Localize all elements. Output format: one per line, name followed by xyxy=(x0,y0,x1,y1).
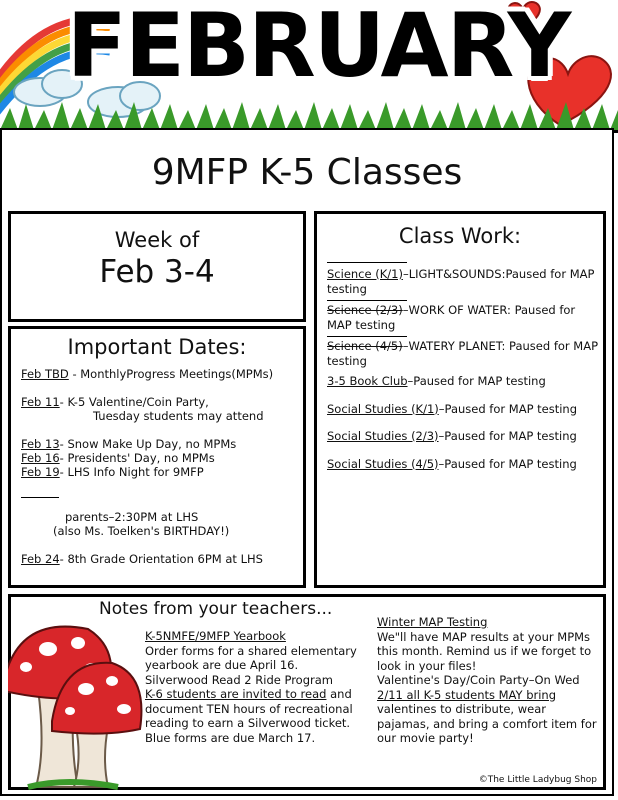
notes-box xyxy=(8,594,606,790)
classwork-list xyxy=(327,262,599,471)
date-item: Feb 16- Presidents' Day, no MPMs xyxy=(21,451,215,465)
week-dates: Feb 3-4 xyxy=(99,254,215,290)
date-item: (also Ms. Toelken's BIRTHDAY!) xyxy=(53,524,230,538)
note-title: K-5NMFE/9MFP Yearbook xyxy=(145,629,286,643)
important-list xyxy=(21,367,301,566)
date-item: Feb 13- Snow Make Up Day, no MPMs xyxy=(21,437,237,451)
important-dates-box xyxy=(8,326,306,588)
classwork-item: Social Studies (4/5)–Paused for MAP testing xyxy=(327,456,577,471)
note-text: K-6 students are invited to read and document TEN hours of recreational reading to earn a Silverwood ticket. Blue forms are due March 17. xyxy=(145,687,353,745)
divider xyxy=(327,300,407,301)
date-item-cont: Tuesday students may attend xyxy=(93,409,264,423)
class-work-box xyxy=(314,211,606,588)
banner xyxy=(0,140,614,206)
note-text: valentines to distribute, wear pajamas, and bring a comfort item for our movie party! xyxy=(377,702,597,745)
note-title: Winter MAP Testing xyxy=(377,615,488,629)
date-item: parents–2:30PM at LHS xyxy=(65,510,199,524)
divider xyxy=(327,336,407,337)
classwork-item: Social Studies (K/1)–Paused for MAP testing xyxy=(327,401,578,416)
classwork-item: Social Studies (2/3)–Paused for MAP testing xyxy=(327,429,577,443)
notes-left xyxy=(145,629,371,745)
classwork-item: Science (4/5)–WATERY PLANET: Paused for MAP testing xyxy=(327,339,599,368)
week-label: Week of xyxy=(114,228,200,252)
classwork-heading: Class Work: xyxy=(398,224,522,248)
date-item: Feb TBD - MonthlyProgress Meetings(MPMs) xyxy=(21,367,274,381)
note-text: Valentine's Day/Coin Party–On Wed xyxy=(377,673,580,687)
divider xyxy=(21,497,59,498)
footer-credit: ©The Little Ladybug Shop xyxy=(478,775,597,785)
notes-heading: Notes from your teachers... xyxy=(99,599,333,619)
classwork-item: Science (K/1)–LIGHT&SOUNDS:Paused for MAP testing xyxy=(327,267,595,296)
divider xyxy=(327,262,407,263)
note-text: 2/11 all K-5 students MAY bring xyxy=(377,687,557,702)
date-item: Feb 24- 8th Grade Orientation 6PM at LHS xyxy=(21,552,263,566)
date-item: Feb 19- LHS Info Night for 9MFP xyxy=(21,465,204,479)
date-item: Feb 11- K-5 Valentine/Coin Party, xyxy=(21,395,209,409)
week-box xyxy=(8,211,306,322)
banner-title: 9MFP K-5 Classes xyxy=(151,152,463,193)
notes-right xyxy=(377,615,599,746)
note-text: Order forms for a shared elementary yearbook are due April 16. xyxy=(145,643,357,672)
note-text: Silverwood Read 2 Ride Program xyxy=(145,672,333,687)
classwork-item: Science (2/3)–WORK OF WATER: Paused for MAP testing xyxy=(327,303,576,332)
mushroom-icon xyxy=(8,609,148,795)
page-title: FEBRUARY xyxy=(66,0,570,97)
important-heading: Important Dates: xyxy=(67,335,247,359)
header-banner xyxy=(0,0,618,133)
classwork-item: 3-5 Book Club–Paused for MAP testing xyxy=(327,374,546,388)
note-text: We"ll have MAP results at your MPMs this month. Remind us if we forget to look in your files! xyxy=(377,629,592,673)
